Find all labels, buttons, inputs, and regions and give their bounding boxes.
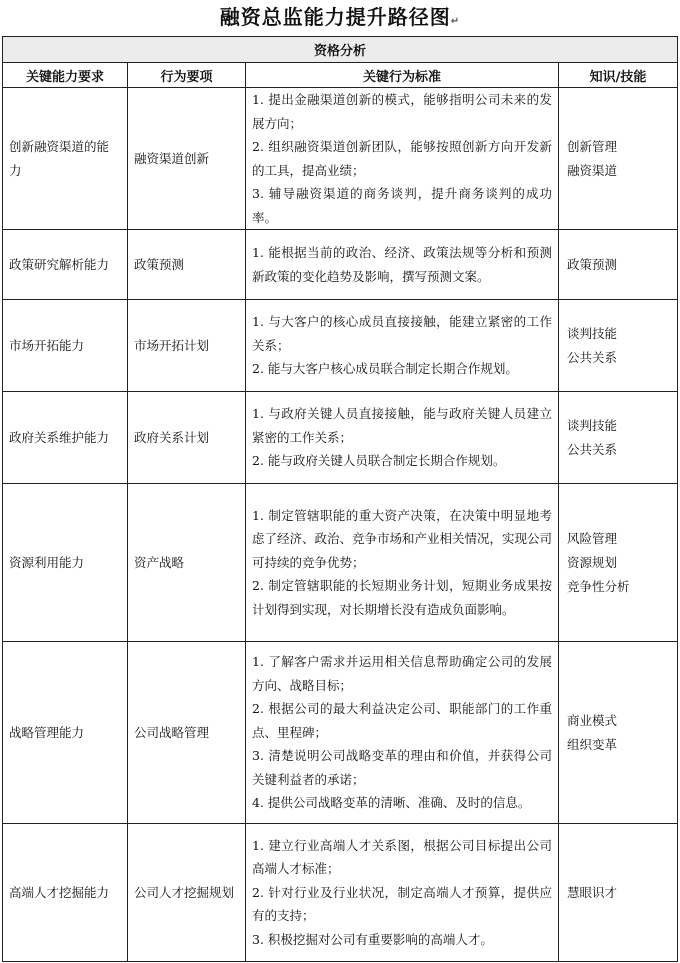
- header-skill: 知识/技能: [559, 63, 678, 88]
- table-row: [3, 824, 678, 962]
- skill-line: 公共关系: [567, 349, 618, 365]
- ability-cell: 市场开拓能力: [3, 300, 128, 392]
- skill-cell: [559, 392, 678, 484]
- header-row: [3, 63, 678, 88]
- item-cell: 市场开拓计划: [128, 300, 246, 392]
- skill-cell: [559, 230, 678, 300]
- skill-line: 融资渠道: [567, 162, 618, 178]
- standard-line: 1. 能根据当前的政治、经济、政策法规等分析和预测新政策的变化趋势及影响，撰写预测文案。: [252, 245, 552, 284]
- standard-line: 3. 清楚说明公司战略变革的理由和价值，并获得公司关键利益者的承诺；: [252, 748, 552, 787]
- skill-line: 公共关系: [567, 441, 618, 457]
- standard-cell: [246, 230, 559, 300]
- standard-line: 2. 针对行业及行业状况，制定高端人才预算，提供应有的支持；: [252, 884, 552, 924]
- skill-cell: [559, 642, 678, 824]
- standard-cell: [246, 484, 559, 642]
- standard-line: 1. 与大客户的核心成员直接接触，能建立紧密的工作关系；: [252, 314, 552, 353]
- standard-cell: [246, 392, 559, 484]
- standard-line: 1. 与政府关键人员直接接触，能与政府关键人员建立紧密的工作关系；: [252, 406, 552, 445]
- skill-cell: [559, 824, 678, 962]
- skill-line: 政策预测: [567, 256, 618, 272]
- table-row: [3, 642, 678, 824]
- table-row: [3, 484, 678, 642]
- ability-cell: 创新融资渠道的能力: [3, 88, 128, 230]
- item-cell: 政策预测: [128, 230, 246, 300]
- skill-line: 风险管理: [567, 530, 618, 546]
- skill-line: 谈判技能: [567, 325, 618, 341]
- standard-line: 1. 建立行业高端人才关系图，根据公司目标提出公司高端人才标准；: [252, 837, 552, 877]
- standard-line: 4. 提供公司战略变革的清晰、准确、及时的信息。: [252, 795, 531, 811]
- document-title: 融资总监能力提升路径图↵: [219, 5, 461, 29]
- item-cell: 政府关系计划: [128, 392, 246, 484]
- section-title: 资格分析: [3, 37, 678, 63]
- skill-cell: [559, 300, 678, 392]
- item-cell: 融资渠道创新: [128, 88, 246, 230]
- standard-cell: [246, 88, 559, 230]
- table-row: [3, 88, 678, 230]
- skill-cell: [559, 484, 678, 642]
- standard-cell: [246, 824, 559, 962]
- ability-cell: 政府关系维护能力: [3, 392, 128, 484]
- standard-cell: [246, 300, 559, 392]
- standard-line: 1. 提出金融渠道创新的模式，能够指明公司未来的发展方向；: [252, 92, 552, 131]
- header-ability: 关键能力要求: [3, 63, 128, 88]
- ability-cell: 高端人才挖掘能力: [3, 824, 128, 962]
- standard-line: 1. 制定管辖职能的重大资产决策，在决策中明显地考虑了经济、政治、竞争市场和产业相关情况，实现公司可持续的竞争优势；: [252, 507, 553, 570]
- standard-line: 2. 组织融资渠道创新团队，能够按照创新方向开发新的工具，提高业绩；: [252, 139, 552, 178]
- standard-line: 2. 根据公司的最大利益决定公司、职能部门的工作重点、里程碑；: [252, 701, 552, 740]
- standard-line: 3. 辅导融资渠道的商务谈判，提升商务谈判的成功率。: [252, 186, 552, 225]
- skill-line: 组织变革: [567, 736, 618, 752]
- standard-cell: [246, 642, 559, 824]
- ability-cell: 资源利用能力: [3, 484, 128, 642]
- table-row: [3, 300, 678, 392]
- ability-cell: 战略管理能力: [3, 642, 128, 824]
- competency-table: [2, 36, 678, 962]
- ability-cell: 政策研究解析能力: [3, 230, 128, 300]
- header-item: 行为要项: [128, 63, 246, 88]
- skill-line: 竞争性分析: [567, 578, 630, 594]
- skill-cell: [559, 88, 678, 230]
- skill-line: 资源规划: [567, 554, 618, 570]
- standard-line: 1. 了解客户需求并运用相关信息帮助确定公司的发展方向、战略目标；: [252, 654, 552, 693]
- section-row: [3, 37, 678, 63]
- standard-line: 3. 积极挖掘对公司有重要影响的高端人才。: [252, 931, 493, 947]
- standard-line: 2. 制定管辖职能的长短期业务计划，短期业务成果按计划得到实现，对长期增长没有造成负面影响。: [252, 578, 552, 617]
- skill-line: 谈判技能: [567, 417, 618, 433]
- item-cell: 公司人才挖掘规划: [128, 824, 246, 962]
- skill-line: 商业模式: [567, 712, 618, 728]
- header-standard: 关键行为标准: [246, 63, 559, 88]
- skill-line: 慧眼识才: [567, 884, 618, 900]
- table-row: [3, 392, 678, 484]
- item-cell: 资产战略: [128, 484, 246, 642]
- skill-line: 创新管理: [567, 138, 618, 154]
- item-cell: 公司战略管理: [128, 642, 246, 824]
- standard-line: 2. 能与政府关键人员联合制定长期合作规划。: [252, 453, 506, 469]
- standard-line: 2. 能与大客户核心成员联合制定长期合作规划。: [252, 361, 518, 377]
- table-row: [3, 230, 678, 300]
